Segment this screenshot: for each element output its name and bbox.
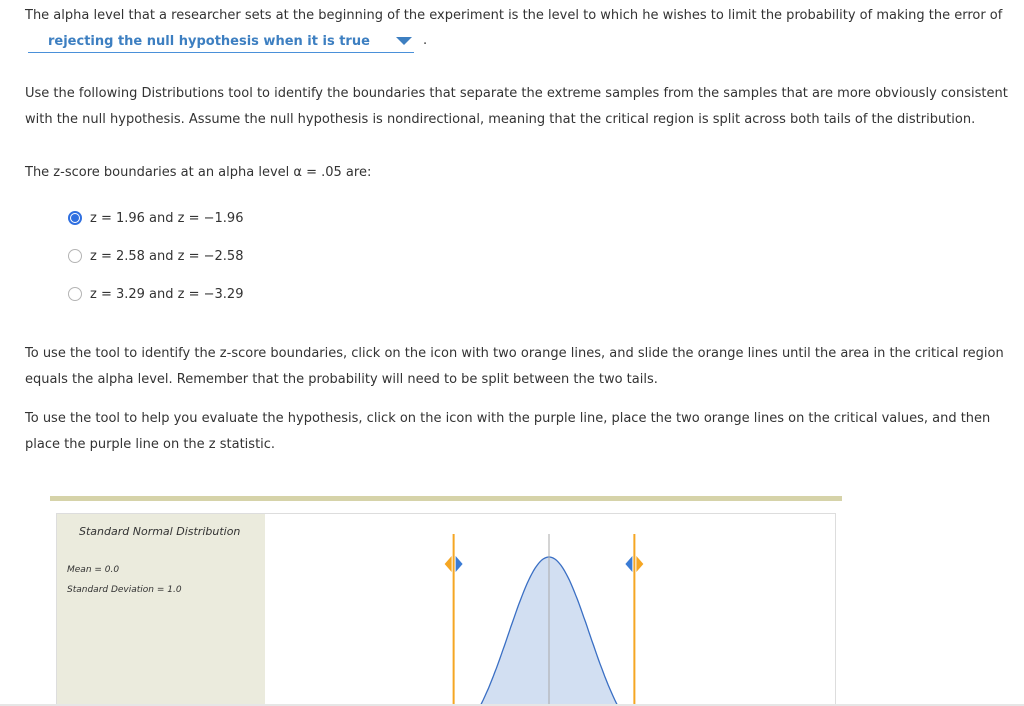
question-2-prompt: The z-score boundaries at an alpha level α = .05 are:	[25, 165, 372, 180]
distribution-title: Standard Normal Distribution	[79, 525, 241, 538]
question-1-period: .	[423, 33, 428, 48]
distribution-graph	[265, 514, 835, 706]
option-label: z = 2.58 and z = −2.58	[90, 248, 244, 264]
mean-label: Mean = 0.0	[67, 565, 120, 575]
option-label: z = 3.29 and z = −3.29	[90, 286, 244, 302]
error-type-dropdown[interactable]	[28, 32, 414, 53]
option-label: z = 1.96 and z = −1.96	[90, 210, 244, 226]
tool-instructions-boundaries: To use the tool to identify the z-score boundaries, click on the icon with two orange lines, and slide the orange lines until the area in the critical region equals the alpha level. Remember that the probability will need to be split between the two tails.	[25, 346, 1004, 387]
tool-info-panel	[57, 514, 265, 706]
radio-button[interactable]	[68, 287, 82, 301]
option-1-96[interactable]	[68, 209, 243, 227]
distribution-tool	[56, 513, 836, 706]
option-2-58[interactable]	[68, 247, 243, 265]
chevron-down-icon	[395, 33, 413, 49]
option-3-29[interactable]	[68, 285, 243, 303]
question-1-text: The alpha level that a researcher sets at the beginning of the experiment is the level to which he wishes to limit the probability of making the error of	[25, 8, 1003, 23]
radio-button-selected[interactable]	[68, 211, 82, 225]
radio-button[interactable]	[68, 249, 82, 263]
instructions-intro: Use the following Distributions tool to identify the boundaries that separate the extreme samples from the samples that are more obviously consistent with the null hypothesis. Assume the null hypothesis is nondirectional, meaning that the critical region is split across both tails of the distribution.	[25, 86, 1008, 127]
tool-instructions-evaluate: To use the tool to help you evaluate the hypothesis, click on the icon with the purple line, place the two orange lines on the critical values, and then place the purple line on the z statistic.	[25, 411, 991, 452]
sd-label: Standard Deviation = 1.0	[67, 585, 182, 595]
dropdown-selected-value: rejecting the null hypothesis when it is true	[48, 34, 370, 49]
tool-header-bar	[50, 496, 842, 501]
